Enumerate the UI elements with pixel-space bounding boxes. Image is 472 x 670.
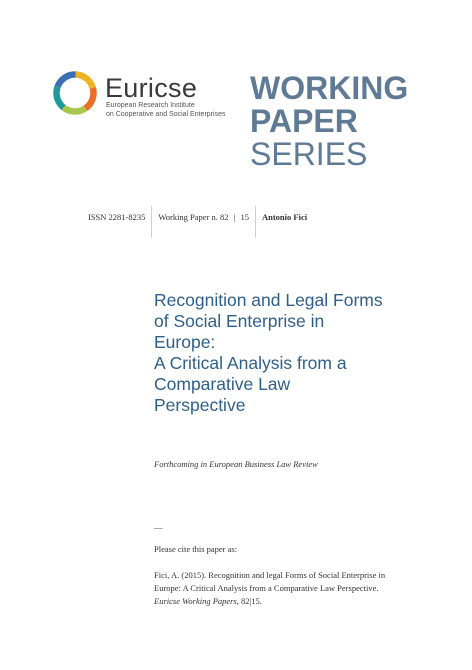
euricse-logo — [52, 70, 226, 120]
brand-subtitle-line1: European Research Institute — [106, 102, 195, 109]
series-word-paper: PAPER — [250, 103, 358, 139]
cite-intro: Please cite this paper as: — [154, 544, 238, 554]
citation-line: Europe: A Critical Analysis from a Comparative Law Perspective. — [154, 583, 379, 593]
series-word-series: SERIES — [250, 136, 368, 172]
citation-line: Fici, A. (2015). Recognition and legal Forms of Social Enterprise in — [154, 570, 386, 580]
brand-subtitle — [106, 102, 225, 119]
logo-ring-segment — [58, 75, 76, 87]
brand-name: Euricse — [105, 73, 198, 103]
section-dash: __ — [154, 520, 163, 530]
title-line: Comparative Law — [154, 374, 291, 394]
author-name: Antonio Fici — [261, 212, 308, 222]
paper-number — [152, 206, 255, 238]
title-line: Europe: — [154, 332, 216, 352]
title-line: A Critical Analysis from a — [154, 353, 347, 373]
paper-meta-bar — [82, 206, 313, 238]
citation-line — [154, 595, 454, 608]
paper-title — [154, 290, 454, 416]
issn: ISSN 2281-8235 — [88, 212, 146, 222]
citation-volume: , 82|15. — [236, 596, 262, 606]
series-word-working: WORKING — [250, 70, 409, 106]
logo-ring-segment — [64, 108, 86, 112]
citation — [154, 569, 454, 608]
paper-separator: | — [233, 212, 236, 222]
logo-ring-segment — [85, 88, 93, 108]
working-paper-series-heading — [250, 72, 408, 171]
citation-journal: Euricse Working Papers — [154, 596, 237, 606]
title-line: of Social Enterprise in — [154, 311, 325, 331]
title-line: Recognition and Legal Forms — [154, 290, 383, 310]
paper-label: Working Paper n. 82 — [158, 212, 229, 222]
paper-year: 15 — [240, 212, 249, 222]
logo-ring-segment — [76, 75, 93, 88]
brand-subtitle-line2: on Cooperative and Social Enterprises — [106, 110, 226, 118]
euricse-ring-icon — [52, 70, 98, 116]
title-line: Perspective — [154, 395, 246, 415]
forthcoming-note: Forthcoming in European Business Law Review — [154, 459, 318, 469]
logo-ring-segment — [57, 87, 64, 108]
